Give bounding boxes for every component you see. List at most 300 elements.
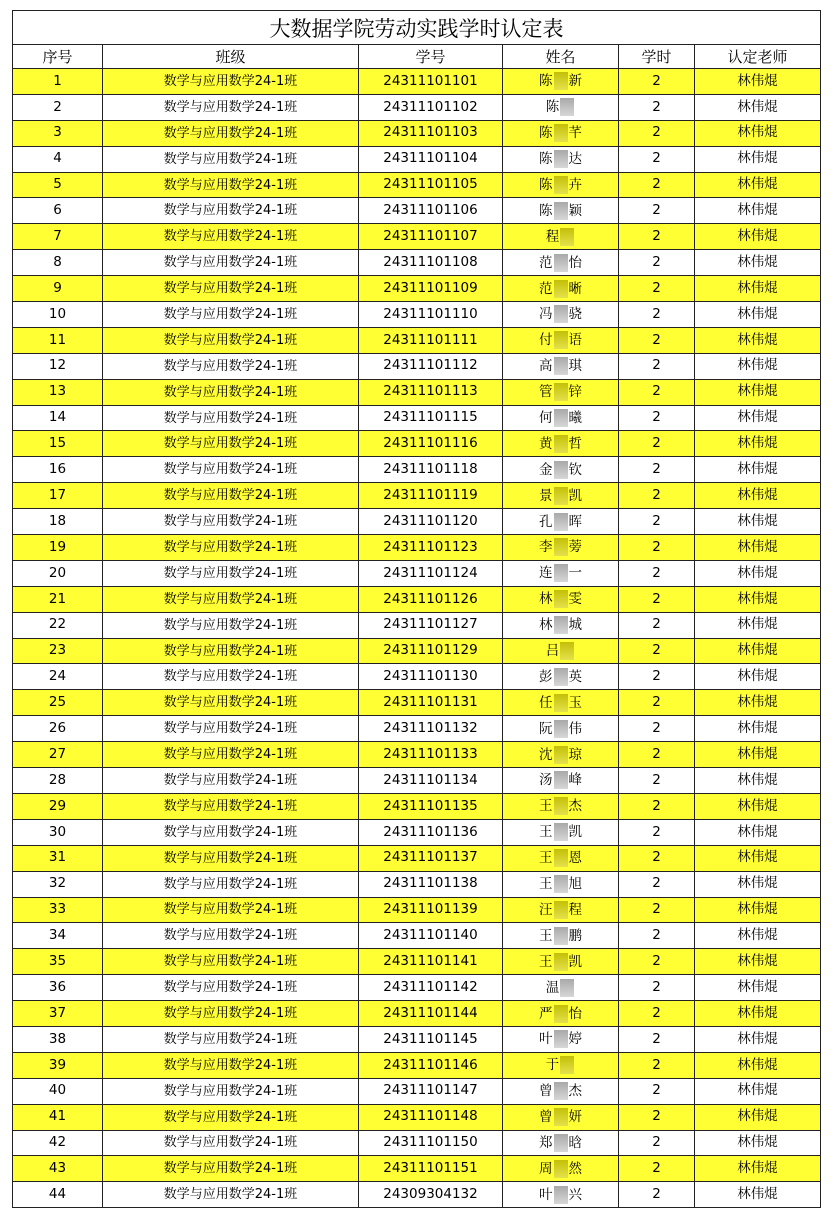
cell-teacher: 林伟焜: [695, 1182, 821, 1208]
table-row: [13, 612, 821, 638]
cell-no: 33: [13, 897, 103, 923]
table-row: [13, 146, 821, 172]
name-redaction-mosaic: [554, 383, 568, 401]
cell-teacher: 林伟焜: [695, 975, 821, 1001]
name-first-char: 王: [539, 876, 553, 893]
name-redaction-mosaic: [554, 331, 568, 349]
name-first-char: 林: [539, 617, 553, 634]
cell-teacher: 林伟焜: [695, 379, 821, 405]
cell-name: [503, 975, 619, 1001]
table-row: [13, 535, 821, 561]
cell-hours: 2: [619, 302, 695, 328]
cell-hours: 2: [619, 1078, 695, 1104]
cell-class: 数学与应用数学24-1班: [103, 1130, 359, 1156]
cell-student-id: 24311101139: [359, 897, 503, 923]
cell-class: 数学与应用数学24-1班: [103, 431, 359, 457]
name-redaction-mosaic: [560, 228, 574, 246]
name-redaction-mosaic: [560, 642, 574, 660]
cell-teacher: 林伟焜: [695, 120, 821, 146]
cell-name: [503, 327, 619, 353]
cell-hours: 2: [619, 94, 695, 120]
name-first-char: 王: [539, 824, 553, 841]
table-row: [13, 716, 821, 742]
cell-class: 数学与应用数学24-1班: [103, 1026, 359, 1052]
cell-class: 数学与应用数学24-1班: [103, 793, 359, 819]
name-redaction-mosaic: [554, 1082, 568, 1100]
name-redaction-mosaic: [554, 513, 568, 531]
name-redaction-mosaic: [554, 823, 568, 841]
cell-hours: 2: [619, 897, 695, 923]
cell-name: [503, 560, 619, 586]
table-row: [13, 1078, 821, 1104]
cell-student-id: 24311101145: [359, 1026, 503, 1052]
cell-student-id: 24311101129: [359, 638, 503, 664]
name-redaction-mosaic: [554, 797, 568, 815]
cell-no: 9: [13, 276, 103, 302]
name-last-char: 蒡: [568, 539, 582, 556]
cell-class: 数学与应用数学24-1班: [103, 94, 359, 120]
cell-teacher: 林伟焜: [695, 638, 821, 664]
name-redaction-mosaic: [560, 1056, 574, 1074]
cell-no: 18: [13, 509, 103, 535]
cell-hours: 2: [619, 949, 695, 975]
cell-no: 29: [13, 793, 103, 819]
cell-name: [503, 146, 619, 172]
cell-name: [503, 690, 619, 716]
cell-hours: 2: [619, 1130, 695, 1156]
cell-name: [503, 793, 619, 819]
cell-name: [503, 276, 619, 302]
cell-hours: 2: [619, 638, 695, 664]
name-last-char: 哲: [568, 435, 582, 452]
name-last-char: 婷: [568, 1031, 582, 1048]
cell-class: 数学与应用数学24-1班: [103, 353, 359, 379]
cell-class: 数学与应用数学24-1班: [103, 664, 359, 690]
cell-no: 20: [13, 560, 103, 586]
cell-hours: 2: [619, 198, 695, 224]
cell-name: [503, 224, 619, 250]
name-last-char: 晰: [568, 280, 582, 297]
cell-hours: 2: [619, 431, 695, 457]
name-last-char: 妍: [568, 1109, 582, 1126]
name-last-char: 新: [568, 73, 582, 90]
cell-class: 数学与应用数学24-1班: [103, 224, 359, 250]
cell-class: 数学与应用数学24-1班: [103, 923, 359, 949]
cell-student-id: 24311101133: [359, 742, 503, 768]
cell-no: 39: [13, 1052, 103, 1078]
name-last-char: 怡: [568, 254, 582, 271]
name-first-char: 陈: [545, 99, 560, 116]
cell-hours: 2: [619, 1104, 695, 1130]
cell-name: [503, 923, 619, 949]
name-first-char: 付: [539, 332, 553, 349]
cell-name: [503, 1026, 619, 1052]
cell-hours: 2: [619, 146, 695, 172]
cell-student-id: 24311101103: [359, 120, 503, 146]
cell-no: 24: [13, 664, 103, 690]
name-first-char: 范: [539, 254, 553, 271]
cell-class: 数学与应用数学24-1班: [103, 327, 359, 353]
cell-name: [503, 172, 619, 198]
cell-no: 19: [13, 535, 103, 561]
cell-name: [503, 353, 619, 379]
cell-student-id: 24311101102: [359, 94, 503, 120]
cell-name: [503, 509, 619, 535]
name-redaction-mosaic: [554, 254, 568, 272]
cell-name: [503, 897, 619, 923]
name-redaction-mosaic: [554, 1030, 568, 1048]
name-last-char: 钦: [568, 461, 582, 478]
cell-teacher: 林伟焜: [695, 716, 821, 742]
name-last-char: 杰: [568, 1083, 582, 1100]
cell-class: 数学与应用数学24-1班: [103, 1001, 359, 1027]
cell-no: 13: [13, 379, 103, 405]
table-row: [13, 1130, 821, 1156]
name-first-char: 汤: [539, 772, 553, 789]
name-redaction-mosaic: [554, 357, 568, 375]
table-row: [13, 224, 821, 250]
cell-hours: 2: [619, 327, 695, 353]
cell-student-id: 24311101135: [359, 793, 503, 819]
cell-hours: 2: [619, 793, 695, 819]
name-first-char: 管: [539, 384, 553, 401]
cell-name: [503, 819, 619, 845]
table-row: [13, 379, 821, 405]
cell-teacher: 林伟焜: [695, 819, 821, 845]
table-row: [13, 690, 821, 716]
cell-hours: 2: [619, 664, 695, 690]
cell-name: [503, 871, 619, 897]
name-last-char: 骁: [568, 306, 582, 323]
table-row: [13, 586, 821, 612]
cell-name: [503, 949, 619, 975]
cell-no: 30: [13, 819, 103, 845]
cell-teacher: 林伟焜: [695, 172, 821, 198]
name-redaction-mosaic: [554, 901, 568, 919]
cell-class: 数学与应用数学24-1班: [103, 146, 359, 172]
cell-student-id: 24311101136: [359, 819, 503, 845]
cell-hours: 2: [619, 819, 695, 845]
cell-no: 44: [13, 1182, 103, 1208]
table-row: [13, 431, 821, 457]
cell-no: 32: [13, 871, 103, 897]
cell-class: 数学与应用数学24-1班: [103, 1078, 359, 1104]
table-row: [13, 1104, 821, 1130]
cell-no: 11: [13, 327, 103, 353]
table-row: [13, 819, 821, 845]
cell-teacher: 林伟焜: [695, 457, 821, 483]
cell-no: 27: [13, 742, 103, 768]
cell-class: 数学与应用数学24-1班: [103, 638, 359, 664]
cell-class: 数学与应用数学24-1班: [103, 690, 359, 716]
name-first-char: 叶: [539, 1031, 553, 1048]
name-redaction-mosaic: [554, 1005, 568, 1023]
name-last-char: 凯: [568, 487, 582, 504]
cell-student-id: 24311101124: [359, 560, 503, 586]
cell-student-id: 24311101116: [359, 431, 503, 457]
table-row: [13, 198, 821, 224]
table-row: [13, 975, 821, 1001]
cell-student-id: 24309304132: [359, 1182, 503, 1208]
cell-no: 38: [13, 1026, 103, 1052]
name-first-char: 阮: [539, 720, 553, 737]
name-first-char: 郑: [539, 1134, 553, 1151]
cell-no: 3: [13, 120, 103, 146]
name-redaction-mosaic: [554, 1108, 568, 1126]
name-last-char: 怡: [568, 1005, 582, 1022]
cell-student-id: 24311101140: [359, 923, 503, 949]
table-row: [13, 509, 821, 535]
cell-student-id: 24311101113: [359, 379, 503, 405]
cell-teacher: 林伟焜: [695, 69, 821, 95]
name-last-char: 凯: [568, 953, 582, 970]
table-row: [13, 1001, 821, 1027]
cell-student-id: 24311101151: [359, 1156, 503, 1182]
cell-no: 6: [13, 198, 103, 224]
cell-name: [503, 483, 619, 509]
name-last-char: 一: [568, 565, 582, 582]
cell-name: [503, 1104, 619, 1130]
cell-teacher: 林伟焜: [695, 949, 821, 975]
cell-name: [503, 405, 619, 431]
cell-hours: 2: [619, 742, 695, 768]
name-first-char: 林: [539, 591, 553, 608]
cell-hours: 2: [619, 871, 695, 897]
table-row: [13, 353, 821, 379]
table-row: [13, 768, 821, 794]
cell-teacher: 林伟焜: [695, 923, 821, 949]
name-first-char: 彭: [539, 668, 553, 685]
cell-hours: 2: [619, 1026, 695, 1052]
name-first-char: 陈: [539, 125, 553, 142]
cell-student-id: 24311101127: [359, 612, 503, 638]
name-last-char: 雯: [568, 591, 582, 608]
cell-name: [503, 1052, 619, 1078]
name-first-char: 曾: [539, 1109, 553, 1126]
table-row: [13, 845, 821, 871]
name-first-char: 吕: [545, 643, 560, 660]
name-redaction-mosaic: [554, 280, 568, 298]
name-first-char: 冯: [539, 306, 553, 323]
cell-class: 数学与应用数学24-1班: [103, 975, 359, 1001]
cell-hours: 2: [619, 560, 695, 586]
name-last-char: 曦: [568, 410, 582, 427]
cell-class: 数学与应用数学24-1班: [103, 612, 359, 638]
cell-teacher: 林伟焜: [695, 845, 821, 871]
table-row: [13, 1182, 821, 1208]
cell-no: 21: [13, 586, 103, 612]
cell-teacher: 林伟焜: [695, 1001, 821, 1027]
name-last-char: 玉: [568, 694, 582, 711]
cell-hours: 2: [619, 276, 695, 302]
cell-no: 36: [13, 975, 103, 1001]
name-redaction-mosaic: [554, 202, 568, 220]
cell-hours: 2: [619, 379, 695, 405]
cell-no: 12: [13, 353, 103, 379]
cell-teacher: 林伟焜: [695, 793, 821, 819]
cell-class: 数学与应用数学24-1班: [103, 819, 359, 845]
name-last-char: 英: [568, 668, 582, 685]
name-last-char: 琪: [568, 358, 582, 375]
cell-hours: 2: [619, 353, 695, 379]
name-last-char: 杰: [568, 798, 582, 815]
cell-name: [503, 120, 619, 146]
cell-teacher: 林伟焜: [695, 405, 821, 431]
name-redaction-mosaic: [554, 124, 568, 142]
cell-student-id: 24311101147: [359, 1078, 503, 1104]
name-first-char: 何: [539, 410, 553, 427]
name-redaction-mosaic: [554, 150, 568, 168]
cell-teacher: 林伟焜: [695, 1104, 821, 1130]
cell-class: 数学与应用数学24-1班: [103, 509, 359, 535]
cell-name: [503, 845, 619, 871]
cell-class: 数学与应用数学24-1班: [103, 276, 359, 302]
cell-no: 41: [13, 1104, 103, 1130]
cell-class: 数学与应用数学24-1班: [103, 302, 359, 328]
cell-student-id: 24311101132: [359, 716, 503, 742]
cell-hours: 2: [619, 1052, 695, 1078]
name-redaction-mosaic: [554, 487, 568, 505]
cell-no: 22: [13, 612, 103, 638]
cell-class: 数学与应用数学24-1班: [103, 120, 359, 146]
cell-hours: 2: [619, 535, 695, 561]
cell-class: 数学与应用数学24-1班: [103, 768, 359, 794]
cell-class: 数学与应用数学24-1班: [103, 69, 359, 95]
cell-no: 1: [13, 69, 103, 95]
table-row: [13, 949, 821, 975]
cell-hours: 2: [619, 612, 695, 638]
cell-hours: 2: [619, 69, 695, 95]
cell-class: 数学与应用数学24-1班: [103, 250, 359, 276]
table-row: [13, 664, 821, 690]
spreadsheet-sheet: [12, 10, 820, 1208]
table-row: [13, 1026, 821, 1052]
cell-class: 数学与应用数学24-1班: [103, 871, 359, 897]
name-last-char: 锌: [568, 384, 582, 401]
table-row: [13, 560, 821, 586]
cell-hours: 2: [619, 483, 695, 509]
cell-name: [503, 302, 619, 328]
table-row: [13, 742, 821, 768]
name-last-char: 凯: [568, 824, 582, 841]
cell-student-id: 24311101107: [359, 224, 503, 250]
labor-hours-table: [12, 10, 821, 1208]
cell-no: 5: [13, 172, 103, 198]
cell-class: 数学与应用数学24-1班: [103, 1182, 359, 1208]
cell-hours: 2: [619, 586, 695, 612]
cell-name: [503, 716, 619, 742]
cell-name: [503, 586, 619, 612]
cell-student-id: 24311101126: [359, 586, 503, 612]
name-redaction-mosaic: [554, 694, 568, 712]
table-row: [13, 250, 821, 276]
cell-no: 25: [13, 690, 103, 716]
cell-name: [503, 1182, 619, 1208]
header-no: 序号: [13, 45, 103, 69]
cell-teacher: 林伟焜: [695, 302, 821, 328]
table-row: [13, 1052, 821, 1078]
name-last-char: 然: [568, 1160, 582, 1177]
name-redaction-mosaic: [554, 564, 568, 582]
name-last-char: 恩: [568, 850, 582, 867]
name-last-char: 伟: [568, 720, 582, 737]
cell-name: [503, 638, 619, 664]
table-row: [13, 457, 821, 483]
table-body: [13, 69, 821, 1208]
cell-class: 数学与应用数学24-1班: [103, 560, 359, 586]
cell-student-id: 24311101104: [359, 146, 503, 172]
cell-class: 数学与应用数学24-1班: [103, 949, 359, 975]
cell-teacher: 林伟焜: [695, 768, 821, 794]
name-redaction-mosaic: [560, 979, 574, 997]
table-row: [13, 871, 821, 897]
cell-class: 数学与应用数学24-1班: [103, 586, 359, 612]
cell-hours: 2: [619, 845, 695, 871]
cell-student-id: 24311101115: [359, 405, 503, 431]
cell-student-id: 24311101137: [359, 845, 503, 871]
table-row: [13, 327, 821, 353]
name-last-char: 琼: [568, 746, 582, 763]
cell-class: 数学与应用数学24-1班: [103, 1052, 359, 1078]
cell-name: [503, 69, 619, 95]
header-hours: 学时: [619, 45, 695, 69]
name-first-char: 连: [539, 565, 553, 582]
cell-hours: 2: [619, 405, 695, 431]
cell-student-id: 24311101106: [359, 198, 503, 224]
cell-name: [503, 1130, 619, 1156]
cell-class: 数学与应用数学24-1班: [103, 379, 359, 405]
name-last-char: 晖: [568, 513, 582, 530]
cell-hours: 2: [619, 975, 695, 1001]
name-first-char: 王: [539, 927, 553, 944]
cell-hours: 2: [619, 224, 695, 250]
cell-hours: 2: [619, 1001, 695, 1027]
cell-class: 数学与应用数学24-1班: [103, 716, 359, 742]
cell-teacher: 林伟焜: [695, 742, 821, 768]
cell-student-id: 24311101144: [359, 1001, 503, 1027]
cell-teacher: 林伟焜: [695, 1156, 821, 1182]
cell-name: [503, 198, 619, 224]
name-first-char: 程: [545, 228, 560, 245]
cell-teacher: 林伟焜: [695, 276, 821, 302]
name-first-char: 陈: [539, 73, 553, 90]
name-redaction-mosaic: [554, 435, 568, 453]
cell-no: 8: [13, 250, 103, 276]
name-first-char: 高: [539, 358, 553, 375]
name-first-char: 温: [545, 979, 560, 996]
cell-student-id: 24311101130: [359, 664, 503, 690]
cell-teacher: 林伟焜: [695, 690, 821, 716]
cell-student-id: 24311101123: [359, 535, 503, 561]
name-redaction-mosaic: [554, 590, 568, 608]
cell-teacher: 林伟焜: [695, 250, 821, 276]
name-last-char: 颖: [568, 202, 582, 219]
cell-teacher: 林伟焜: [695, 612, 821, 638]
name-first-char: 景: [539, 487, 553, 504]
cell-name: [503, 535, 619, 561]
cell-no: 37: [13, 1001, 103, 1027]
cell-name: [503, 768, 619, 794]
cell-no: 42: [13, 1130, 103, 1156]
name-last-char: 鹏: [568, 927, 582, 944]
name-redaction-mosaic: [554, 1160, 568, 1178]
cell-no: 7: [13, 224, 103, 250]
name-redaction-mosaic: [554, 771, 568, 789]
name-redaction-mosaic: [554, 849, 568, 867]
cell-student-id: 24311101150: [359, 1130, 503, 1156]
header-teacher: 认定老师: [695, 45, 821, 69]
name-last-char: 峰: [568, 772, 582, 789]
